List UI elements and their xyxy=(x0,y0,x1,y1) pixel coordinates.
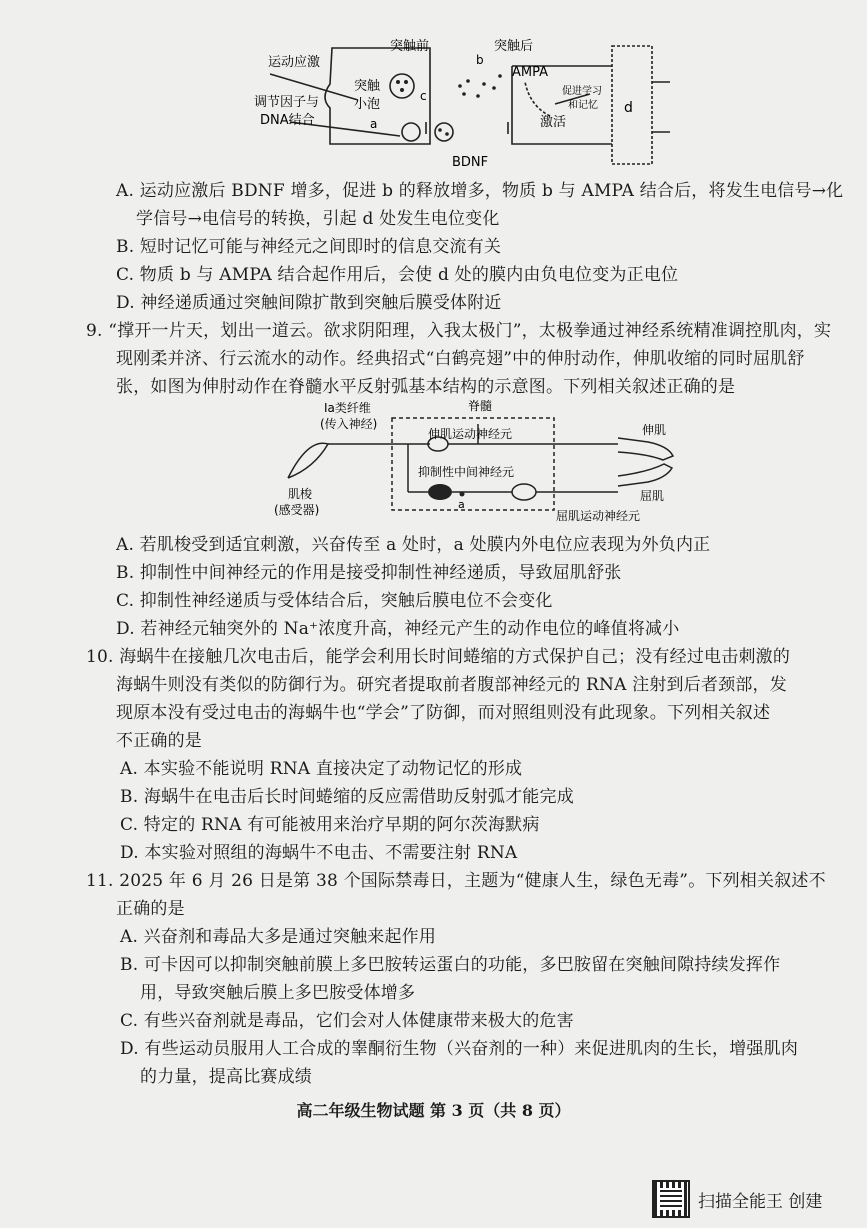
label-dna: DNA结合 xyxy=(260,113,315,128)
q9-option-c: C. 抑制性神经递质与受体结合后，突触后膜电位不会变化 xyxy=(116,591,553,611)
label-extensor-motor: 伸肌运动神经元 xyxy=(428,427,513,441)
label-exercise: 运动应激 xyxy=(268,55,321,70)
extensor-muscle xyxy=(618,438,673,460)
q9-stem-1: 9. “撑开一片天，划出一道云。欲求阴阳理，入我太极门”，太极拳通过神经系统精准调控肌肉，实 xyxy=(86,321,832,341)
label-extensor: 伸肌 xyxy=(642,423,667,437)
scanner-label: 扫描全能王 创建 xyxy=(698,1191,823,1212)
label-fiber-2: (传入神经) xyxy=(320,417,378,431)
q11-option-d: D. 有些运动员服用人工合成的睾酮衍生物（兴奋剂的一种）来促进肌肉的生长，增强肌肉 xyxy=(120,1039,799,1059)
label-bdnf: BDNF xyxy=(452,155,489,170)
q10-stem-1: 10. 海蜗牛在接触几次电击后，能学会利用长时间蜷缩的方式保护自己；没有经过电击刺激的 xyxy=(86,647,791,667)
label-spindle: 肌梭 xyxy=(288,487,313,501)
reflex-arc-diagram xyxy=(268,398,688,524)
synapse-diagram xyxy=(250,36,670,172)
q9-option-a: A. 若肌梭受到适宜刺激，兴奋传至 a 处时，a 处膜内外电位应表现为外负内正 xyxy=(116,535,711,555)
q10-option-b: B. 海蜗牛在电击后长时间蜷缩的反应需借助反射弧才能完成 xyxy=(120,787,574,807)
q9-stem-3: 张，如图为伸肘动作在脊髓水平反射弧基本结构的示意图。下列相关叙述正确的是 xyxy=(116,377,736,397)
label-fiber: Ia类纤维 xyxy=(324,401,371,415)
q8-option-d: D. 神经递质通过突触间隙扩散到突触后膜受体附近 xyxy=(116,293,502,313)
q9-option-d: D. 若神经元轴突外的 Na⁺浓度升高，神经元产生的动作电位的峰值将减小 xyxy=(116,619,680,639)
label-postsynaptic: 突触后 xyxy=(494,39,534,54)
q9-option-b: B. 抑制性中间神经元的作用是接受抑制性神经递质，导致屈肌舒张 xyxy=(116,563,622,583)
label-a2: a xyxy=(458,498,465,511)
q10-stem-2: 海蜗牛则没有类似的防御行为。研究者提取前者腹部神经元的 RNA 注射到后者颈部，发 xyxy=(116,675,787,695)
q8-option-c: C. 物质 b 与 AMPA 结合起作用后，会使 d 处的膜内由负电位变为正电位 xyxy=(116,265,679,285)
q11-option-d-cont: 的力量，提高比赛成绩 xyxy=(140,1067,312,1087)
q11-stem-1: 11. 2025 年 6 月 26 日是第 38 个国际禁毒日，主题为“健康人生，绿色无毒”。下列相关叙述不 xyxy=(86,871,826,891)
label-activate: 激活 xyxy=(540,115,567,130)
label-regulator: 调节因子与 xyxy=(254,95,320,110)
q11-option-b: B. 可卡因可以抑制突触前膜上多巴胺转运蛋白的功能，多巴胺留在突触间隙持续发挥作 xyxy=(120,955,781,975)
label-b: b xyxy=(476,53,484,67)
label-spinal-cord: 脊髓 xyxy=(468,399,493,413)
label-spindle-2: (感受器) xyxy=(274,503,320,517)
flexor-muscle xyxy=(618,464,672,486)
label-flexor: 屈肌 xyxy=(640,489,665,503)
muscle-spindle xyxy=(288,443,328,478)
label-d: d xyxy=(624,100,633,116)
q10-option-d: D. 本实验对照组的海蜗牛不电击、不需要注射 RNA xyxy=(120,843,518,863)
q11-option-c: C. 有些兴奋剂就是毒品，它们会对人体健康带来极大的危害 xyxy=(120,1011,574,1031)
label-vesicle-2: 小泡 xyxy=(354,97,381,112)
q10-stem-4: 不正确的是 xyxy=(116,731,202,751)
inhibitory-neuron-body xyxy=(428,484,452,500)
page-footer: 高二年级生物试题 第 3 页（共 8 页） xyxy=(296,1101,571,1120)
label-vesicle: 突触 xyxy=(354,79,381,94)
q11-option-a: A. 兴奋剂和毒品大多是通过突触来起作用 xyxy=(120,927,437,947)
q8-option-b: B. 短时记忆可能与神经元之间即时的信息交流有关 xyxy=(116,237,502,257)
q9-stem-2: 现刚柔并济、行云流水的动作。经典招式“白鹤亮翅”中的伸肘动作，伸肌收缩的同时屈肌舒 xyxy=(116,349,805,369)
q10-option-c: C. 特定的 RNA 有可能被用来治疗早期的阿尔茨海默病 xyxy=(120,815,540,835)
q11-option-b-cont: 用，导致突触后膜上多巴胺受体增多 xyxy=(140,983,416,1003)
label-ampa: AMPA xyxy=(512,65,549,80)
q8-option-a-cont: 学信号→电信号的转换，引起 d 处发生电位变化 xyxy=(136,209,500,229)
label-a: a xyxy=(370,117,378,131)
label-promote-2: 和记忆 xyxy=(568,100,598,111)
presynaptic-terminal xyxy=(325,48,430,144)
q11-stem-2: 正确的是 xyxy=(116,899,185,919)
label-inhibitory: 抑制性中间神经元 xyxy=(418,465,515,479)
label-presynaptic: 突触前 xyxy=(390,39,430,54)
label-promote: 促进学习 xyxy=(562,86,602,97)
label-flexor-motor: 屈肌运动神经元 xyxy=(556,509,641,523)
scanner-watermark xyxy=(652,1180,822,1218)
q10-option-a: A. 本实验不能说明 RNA 直接决定了动物记忆的形成 xyxy=(120,759,523,779)
q10-stem-3: 现原本没有受过电击的海蜗牛也“学会”了防御，而对照组则没有此现象。下列相关叙述 xyxy=(116,703,771,723)
q8-option-a: A. 运动应激后 BDNF 增多，促进 b 的释放增多，物质 b 与 AMPA 结合后，将发生电信号→化 xyxy=(116,181,844,201)
label-c: c xyxy=(420,89,427,103)
qr-code-icon xyxy=(652,1180,690,1218)
